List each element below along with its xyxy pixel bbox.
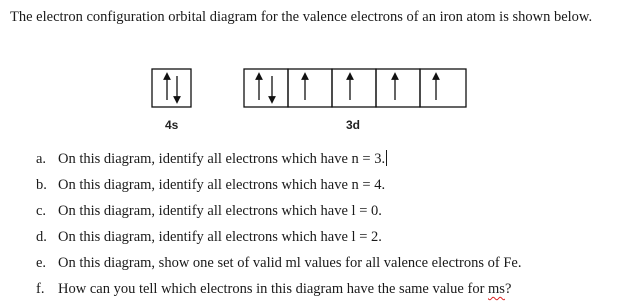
question-text: On this diagram, show one set of valid ml values for all valence electrons of Fe.: [58, 255, 522, 271]
sublevel-label-4s: 4s: [165, 118, 179, 132]
question-text: On this diagram, identify all electrons which have n = 3.: [58, 151, 386, 167]
question-letter: b.: [36, 177, 47, 193]
question-letter: c.: [36, 203, 47, 219]
question-text: On this diagram, identify all electrons which have n = 4.: [58, 177, 386, 193]
question-f: [36, 278, 606, 300]
question-text-end: ?: [504, 281, 512, 297]
question-text: On this diagram, identify all electrons which have l = 2.: [58, 229, 382, 245]
question-text: On this diagram, identify all electrons which have l = 0.: [58, 203, 382, 219]
question-e: [36, 252, 606, 274]
question-text: How can you tell which electrons in this diagram have the same value for: [58, 281, 489, 297]
question-letter: f.: [36, 281, 45, 297]
question-a: [36, 148, 606, 170]
question-letter: d.: [36, 229, 47, 245]
question-d: [36, 226, 606, 248]
spellcheck-flagged-word[interactable]: ms: [488, 281, 505, 297]
question-letter: e.: [36, 255, 47, 271]
question-b: [36, 174, 606, 196]
question-c: [36, 200, 606, 222]
question-letter: a.: [36, 151, 47, 167]
sublevel-label-3d: 3d: [346, 118, 361, 132]
intro-text: The electron configuration orbital diagram for the valence electrons of an iron atom is shown below.: [10, 9, 593, 25]
text-cursor: [386, 150, 387, 166]
